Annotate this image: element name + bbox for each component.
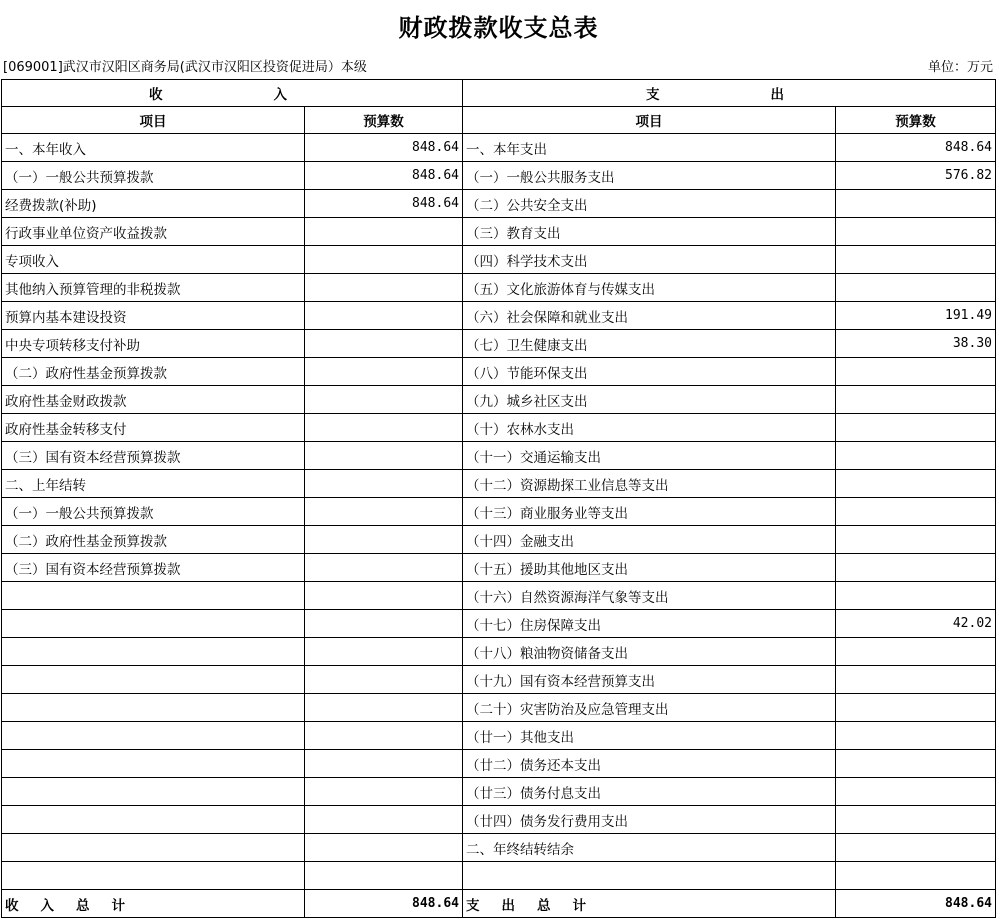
income-item-cell: （二）政府性基金预算拨款 [2,358,305,386]
income-value-cell: 848.64 [305,134,463,162]
expense-value-cell [836,218,996,246]
expense-value-cell: 191.49 [836,302,996,330]
expense-total-value: 848.64 [836,890,996,918]
income-item-cell: 其他纳入预算管理的非税拨款 [2,274,305,302]
income-item-cell [2,666,305,694]
expense-item-cell: （五）文化旅游体育与传媒支出 [463,274,836,302]
expense-item-cell: （十四）金融支出 [463,526,836,554]
table-row [2,246,996,274]
income-value-cell [305,470,463,498]
income-item-cell: （一）一般公共预算拨款 [2,498,305,526]
income-value-cell [305,694,463,722]
expense-item-cell: （十九）国有资本经营预算支出 [463,666,836,694]
table-row [2,694,996,722]
expense-value-cell [836,638,996,666]
totals-row [2,890,996,918]
income-item-cell: 中央专项转移支付补助 [2,330,305,358]
income-value-cell [305,722,463,750]
expense-item-cell: （十八）粮油物资储备支出 [463,638,836,666]
income-value-cell [305,358,463,386]
table-row [2,806,996,834]
table-row [2,834,996,862]
expense-item-cell: （廿二）债务还本支出 [463,750,836,778]
expense-value-cell: 38.30 [836,330,996,358]
expense-value-cell [836,862,996,890]
unit-label: 单位：万元 [927,60,993,75]
expense-item-cell: （廿一）其他支出 [463,722,836,750]
expense-item-cell: （十七）住房保障支出 [463,610,836,638]
income-value-cell [305,442,463,470]
income-total-label: 收入总计 [2,890,305,918]
income-item-cell: 预算内基本建设投资 [2,302,305,330]
table-row [2,162,996,190]
expense-item-cell: （十一）交通运输支出 [463,442,836,470]
income-value-cell [305,246,463,274]
table-row [2,330,996,358]
income-item-cell [2,610,305,638]
expense-value-cell [836,190,996,218]
income-value-cell [305,750,463,778]
income-value-cell [305,610,463,638]
expense-value-cell [836,470,996,498]
table-row [2,722,996,750]
table-row [2,134,996,162]
table-row [2,218,996,246]
income-value-cell [305,834,463,862]
income-value-cell [305,778,463,806]
page-title: 财政拨款收支总表 [398,13,599,42]
expense-value-cell [836,358,996,386]
expense-value-cell [836,694,996,722]
income-value-cell [305,638,463,666]
expense-item-cell: 一、本年支出 [463,134,836,162]
expense-value-cell [836,526,996,554]
income-item-cell: 行政事业单位资产收益拨款 [2,218,305,246]
table-row [2,526,996,554]
expense-value-cell: 576.82 [836,162,996,190]
expense-value-cell [836,274,996,302]
expense-value-cell: 42.02 [836,610,996,638]
section-header-row [2,80,996,107]
income-item-cell: 政府性基金财政拨款 [2,386,305,414]
expense-item-cell: （四）科学技术支出 [463,246,836,274]
expense-value-cell [836,582,996,610]
income-item-cell: （三）国有资本经营预算拨款 [2,554,305,582]
income-item-cell: （一）一般公共预算拨款 [2,162,305,190]
column-header-row [2,107,996,134]
income-value-cell: 848.64 [305,190,463,218]
table-row [2,302,996,330]
income-item-cell: （三）国有资本经营预算拨款 [2,442,305,470]
income-item-header: 项目 [2,107,305,134]
expense-value-cell [836,246,996,274]
expense-item-cell: （九）城乡社区支出 [463,386,836,414]
table-row [2,274,996,302]
table-row [2,750,996,778]
table-row [2,386,996,414]
expense-item-cell: （三）教育支出 [463,218,836,246]
income-value-cell [305,862,463,890]
table-row [2,442,996,470]
income-value-cell [305,414,463,442]
income-value-cell [305,498,463,526]
income-item-cell [2,582,305,610]
income-item-cell [2,806,305,834]
expense-item-header: 项目 [463,107,836,134]
expense-item-cell: （十）农林水支出 [463,414,836,442]
table-row [2,498,996,526]
table-row [2,414,996,442]
income-value-cell: 848.64 [305,162,463,190]
table-row [2,582,996,610]
income-value-cell [305,330,463,358]
expense-total-label: 支出总计 [463,890,836,918]
income-item-cell: 专项收入 [2,246,305,274]
expense-value-cell [836,554,996,582]
expense-value-cell [836,834,996,862]
income-header: 收 入 [2,80,463,107]
unit-organization: [069001]武汉市汉阳区商务局(武汉市汉阳区投资促进局）本级 [3,60,367,75]
table-row [2,190,996,218]
income-item-cell: 一、本年收入 [2,134,305,162]
expense-item-cell: （十二）资源勘探工业信息等支出 [463,470,836,498]
expense-item-cell: （二）公共安全支出 [463,190,836,218]
expense-item-cell: （十三）商业服务业等支出 [463,498,836,526]
income-total-value: 848.64 [305,890,463,918]
expense-item-cell: （廿四）债务发行费用支出 [463,806,836,834]
income-item-cell: 二、上年结转 [2,470,305,498]
expense-item-cell: （十六）自然资源海洋气象等支出 [463,582,836,610]
report-meta [3,56,993,76]
income-item-cell [2,750,305,778]
table-row [2,554,996,582]
expense-value-cell [836,498,996,526]
income-value-cell [305,302,463,330]
table-row [2,470,996,498]
table-row [2,358,996,386]
income-item-cell [2,694,305,722]
income-item-cell [2,778,305,806]
income-value-cell [305,218,463,246]
table-row [2,610,996,638]
income-item-cell [2,722,305,750]
income-item-cell: （二）政府性基金预算拨款 [2,526,305,554]
expense-value-cell: 848.64 [836,134,996,162]
expense-value-cell [836,806,996,834]
income-item-cell: 政府性基金转移支付 [2,414,305,442]
expense-item-cell: （六）社会保障和就业支出 [463,302,836,330]
expense-value-cell [836,414,996,442]
income-budget-header: 预算数 [305,107,463,134]
expense-value-cell [836,666,996,694]
expense-item-cell: （一）一般公共服务支出 [463,162,836,190]
expense-item-cell: （二十）灾害防治及应急管理支出 [463,694,836,722]
income-item-cell [2,862,305,890]
expense-value-cell [836,442,996,470]
expense-item-cell: （七）卫生健康支出 [463,330,836,358]
income-value-cell [305,582,463,610]
expense-value-cell [836,778,996,806]
expense-item-cell [463,862,836,890]
income-item-cell [2,834,305,862]
expense-value-cell [836,722,996,750]
income-item-cell [2,638,305,666]
income-value-cell [305,274,463,302]
expense-item-cell: （十五）援助其他地区支出 [463,554,836,582]
expense-item-cell: 二、年终结转结余 [463,834,836,862]
table-row [2,778,996,806]
expense-item-cell: （八）节能环保支出 [463,358,836,386]
table-row [2,862,996,890]
table-row [2,638,996,666]
income-value-cell [305,806,463,834]
expense-item-cell: （廿三）债务付息支出 [463,778,836,806]
expense-value-cell [836,386,996,414]
income-item-cell: 经费拨款(补助) [2,190,305,218]
expense-value-cell [836,750,996,778]
budget-table [1,79,996,918]
expense-header: 支 出 [463,80,996,107]
expense-budget-header: 预算数 [836,107,996,134]
income-value-cell [305,386,463,414]
table-row [2,666,996,694]
income-value-cell [305,554,463,582]
income-value-cell [305,526,463,554]
income-value-cell [305,666,463,694]
